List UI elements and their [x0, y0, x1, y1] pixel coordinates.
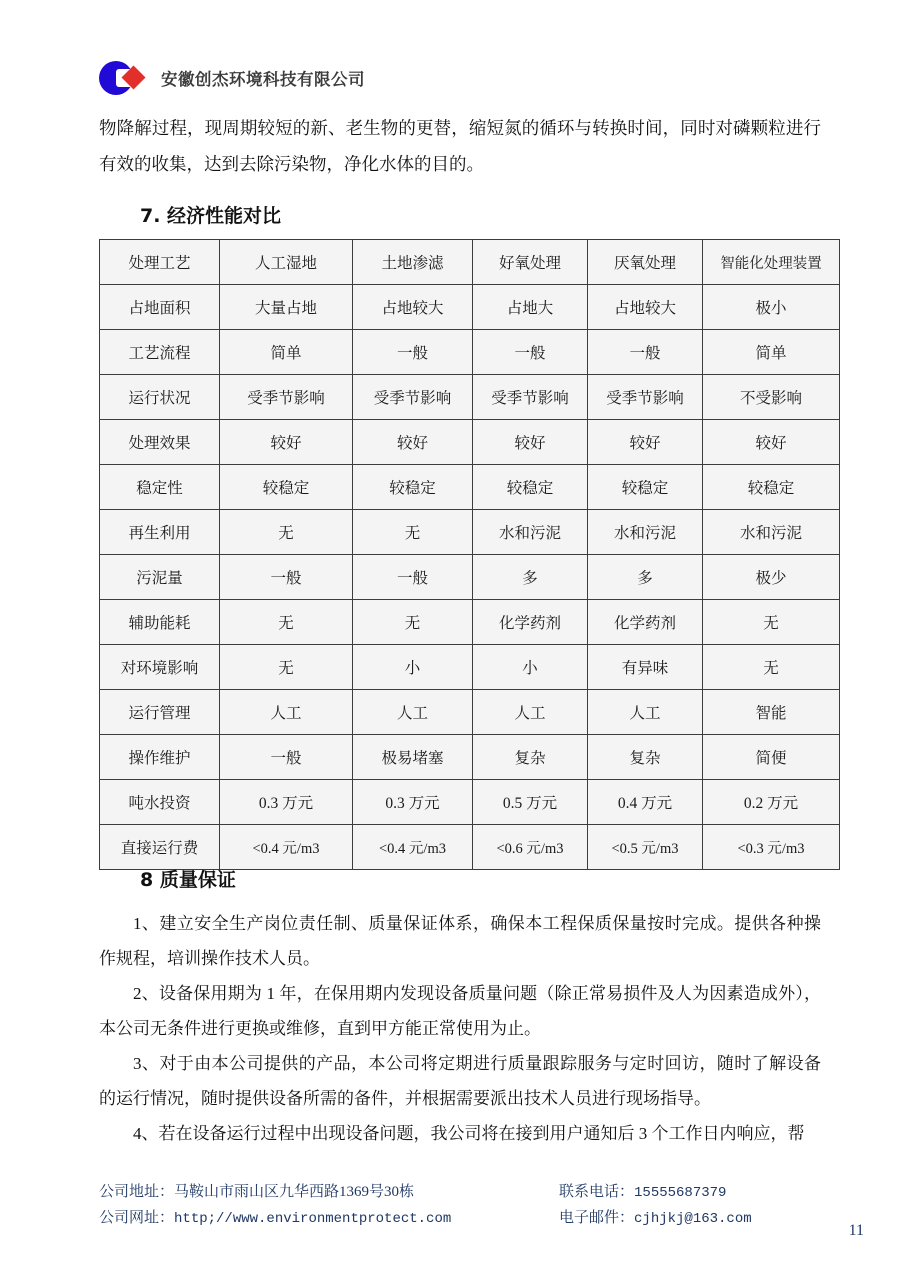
table-cell: 运行管理	[100, 690, 220, 735]
table-cell: 人工	[353, 690, 473, 735]
quality-item-1: 1、建立安全生产岗位责任制、质量保证体系，确保本工程保质保量按时完成。提供各种操作规程，培训操作技术人员。	[99, 914, 821, 968]
page-header	[99, 52, 821, 104]
table-row	[100, 330, 840, 375]
table-cell: 无	[353, 600, 473, 645]
email-value[interactable]: cjhjkj@163.com	[634, 1211, 752, 1227]
table-cell: 受季节影响	[473, 375, 588, 420]
table-header-cell: 智能化处理装置	[703, 240, 840, 285]
table-header-cell: 厌氧处理	[588, 240, 703, 285]
table-cell: 较好	[353, 420, 473, 465]
table-cell: 污泥量	[100, 555, 220, 600]
table-cell: 化学药剂	[588, 600, 703, 645]
table-cell: 有异味	[588, 645, 703, 690]
table-cell: <0.6 元/m3	[473, 825, 588, 870]
table-cell: 操作维护	[100, 735, 220, 780]
table-cell: 多	[588, 555, 703, 600]
table-cell: 大量占地	[220, 285, 353, 330]
table-cell: 占地较大	[588, 285, 703, 330]
continued-paragraph: 物降解过程，现周期较短的新、老生物的更替，缩短氮的循环与转换时间，同时对磷颗粒进行有效的收集，达到去除污染物，净化水体的目的。	[99, 118, 821, 174]
email-label: 电子邮件：	[559, 1210, 635, 1226]
table-row	[100, 600, 840, 645]
quality-item-3: 3、对于由本公司提供的产品，本公司将定期进行质量跟踪服务与定时回访，随时了解设备的运行情况，随时提供设备所需的备件，并根据需要派出技术人员进行现场指导。	[99, 1054, 821, 1108]
table-cell: 无	[220, 645, 353, 690]
phone-value: 15555687379	[634, 1185, 727, 1201]
table-header-row	[100, 240, 840, 285]
table-cell: 水和污泥	[473, 510, 588, 555]
table-cell: 辅助能耗	[100, 600, 220, 645]
table-cell: 极易堵塞	[353, 735, 473, 780]
table-cell: <0.5 元/m3	[588, 825, 703, 870]
table-cell: 一般	[353, 330, 473, 375]
table-body	[100, 240, 840, 870]
table-row	[100, 285, 840, 330]
footer-row-address	[99, 1180, 821, 1206]
table-cell: 再生利用	[100, 510, 220, 555]
table-cell: 复杂	[473, 735, 588, 780]
table-header-cell: 土地渗滤	[353, 240, 473, 285]
company-address	[99, 1180, 559, 1206]
table-cell: 较稳定	[220, 465, 353, 510]
table-cell: 人工	[220, 690, 353, 735]
table-cell: 对环境影响	[100, 645, 220, 690]
table-cell: 一般	[220, 555, 353, 600]
table-cell: 较稳定	[353, 465, 473, 510]
table-row	[100, 420, 840, 465]
table-cell: 0.3 万元	[220, 780, 353, 825]
table-cell: 极小	[703, 285, 840, 330]
table-row	[100, 510, 840, 555]
table-cell: 受季节影响	[353, 375, 473, 420]
table-cell: 工艺流程	[100, 330, 220, 375]
table-cell: 0.4 万元	[588, 780, 703, 825]
table-row	[100, 375, 840, 420]
table-cell: 人工	[588, 690, 703, 735]
table-row	[100, 645, 840, 690]
table-cell: 稳定性	[100, 465, 220, 510]
section-7-heading: 7. 经济性能对比	[140, 205, 282, 227]
table-cell: 水和污泥	[588, 510, 703, 555]
table-row	[100, 780, 840, 825]
table-cell: 较好	[588, 420, 703, 465]
table-cell: 无	[353, 510, 473, 555]
quality-item-4: 4、若在设备运行过程中出现设备问题，我公司将在接到用户通知后 3 个工作日内响应，帮	[133, 1124, 805, 1143]
table-header-cell: 处理工艺	[100, 240, 220, 285]
table-cell: 0.2 万元	[703, 780, 840, 825]
table-cell: 0.3 万元	[353, 780, 473, 825]
table-cell: 无	[220, 600, 353, 645]
website-label: 公司网址：	[99, 1210, 175, 1226]
table-cell: 较稳定	[588, 465, 703, 510]
table-cell: 简单	[220, 330, 353, 375]
table-cell: 极少	[703, 555, 840, 600]
quality-item-2: 2、设备保用期为 1 年，在保用期内发现设备质量问题（除正常易损件及人为因素造成外），本公司无条件进行更换或维修，直到甲方能正常使用为止。	[99, 984, 821, 1038]
table-cell: <0.4 元/m3	[220, 825, 353, 870]
table-cell: 不受影响	[703, 375, 840, 420]
page-footer	[99, 1180, 821, 1232]
footer-row-website	[99, 1206, 821, 1232]
table-cell: 一般	[473, 330, 588, 375]
address-value: 马鞍山市雨山区九华西路1369号30栋	[174, 1184, 415, 1200]
company-name: 安徽创杰环境科技有限公司	[161, 70, 365, 89]
table-cell: 较稳定	[703, 465, 840, 510]
table-cell: 占地较大	[353, 285, 473, 330]
company-logo-icon	[99, 58, 155, 98]
table-cell: 直接运行费	[100, 825, 220, 870]
table-cell: 较稳定	[473, 465, 588, 510]
address-label: 公司地址：	[99, 1184, 175, 1200]
table-cell: 智能	[703, 690, 840, 735]
table-cell: 占地面积	[100, 285, 220, 330]
table-row	[100, 735, 840, 780]
table-row	[100, 555, 840, 600]
table-cell: 小	[473, 645, 588, 690]
table-cell: 水和污泥	[703, 510, 840, 555]
table-header-cell: 好氧处理	[473, 240, 588, 285]
company-phone	[559, 1180, 726, 1206]
table-cell: 占地大	[473, 285, 588, 330]
table-cell: 一般	[353, 555, 473, 600]
table-cell: 吨水投资	[100, 780, 220, 825]
table-cell: 无	[703, 645, 840, 690]
table-cell: 人工	[473, 690, 588, 735]
table-cell: 简便	[703, 735, 840, 780]
table-cell: 受季节影响	[588, 375, 703, 420]
table-cell: 无	[220, 510, 353, 555]
website-value[interactable]: http;//www.environmentprotect.com	[174, 1211, 452, 1227]
table-cell: <0.3 元/m3	[703, 825, 840, 870]
table-cell: 一般	[220, 735, 353, 780]
table-cell: 多	[473, 555, 588, 600]
section-8-heading: 8 质量保证	[140, 869, 236, 891]
table-row	[100, 825, 840, 870]
table-cell: 简单	[703, 330, 840, 375]
table-cell: 较好	[473, 420, 588, 465]
table-cell: <0.4 元/m3	[353, 825, 473, 870]
table-row	[100, 465, 840, 510]
table-cell: 复杂	[588, 735, 703, 780]
economic-comparison-table	[99, 239, 840, 870]
table-cell: 较好	[220, 420, 353, 465]
table-cell: 无	[703, 600, 840, 645]
table-cell: 一般	[588, 330, 703, 375]
table-cell: 运行状况	[100, 375, 220, 420]
phone-label: 联系电话：	[559, 1184, 635, 1200]
table-header-cell: 人工湿地	[220, 240, 353, 285]
table-row	[100, 690, 840, 735]
table-cell: 0.5 万元	[473, 780, 588, 825]
company-website	[99, 1206, 559, 1232]
page-number: 11	[848, 1222, 864, 1239]
table-cell: 处理效果	[100, 420, 220, 465]
company-email	[559, 1206, 752, 1232]
table-cell: 化学药剂	[473, 600, 588, 645]
table-cell: 小	[353, 645, 473, 690]
table-cell: 受季节影响	[220, 375, 353, 420]
table-cell: 较好	[703, 420, 840, 465]
